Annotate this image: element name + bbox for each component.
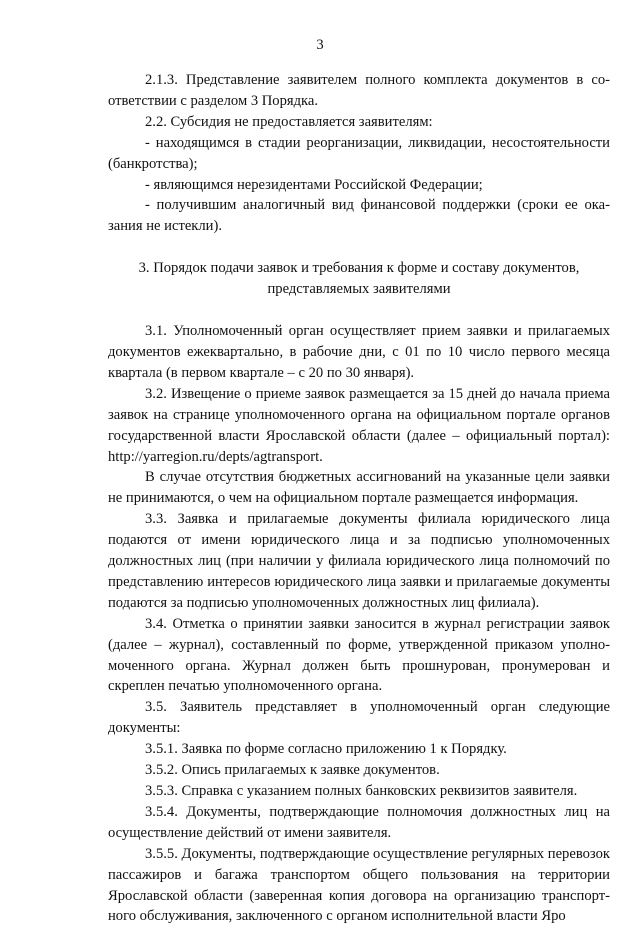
page-number: 3: [316, 37, 324, 53]
paragraph-3-5-4: 3.5.4. Документы, подтверждающие полномочия должностных лиц на осуществление действий от имени заявителя.: [108, 803, 610, 841]
document-body: [108, 70, 610, 927]
paragraph-3-5-1: 3.5.1. Заявка по форме согласно приложению 1 к Порядку.: [145, 741, 507, 758]
section-heading: [108, 258, 610, 300]
paragraph-3-5-2: 3.5.2. Опись прилагаемых к заявке документов.: [145, 762, 440, 779]
paragraph-3-1: 3.1. Уполномоченный орган осуществляет прием заявки и прилагаемых документов ежеквартально, в рабочие дни, с 01 по 10 число первого месяца квартала (в первом квартале – с 20 по 30 января).: [108, 323, 610, 381]
paragraph-3-5-3: 3.5.3. Справка с указанием полных банковских реквизитов заявителя.: [145, 783, 578, 799]
section-heading-line2: представляемых заявителями: [267, 281, 451, 298]
list-item-reorganization: - находящимся в стадии реорганизации, ликвидации, несостоятельности (банкротства);: [108, 134, 610, 172]
paragraph-3-5-5: 3.5.5. Документы, подтверждающие осуществление регулярных перевозок пассажиров и багажа транспортом общего пользования на территории Ярославской области (заверенная копия договора на организацию транспортного обслуживания, заключенного с органом исполнительной власти Яро: [108, 845, 610, 925]
paragraph-no-budget: В случае отсутствия бюджетных ассигнований на указанные цели заявки не принимаются, о чем на официальном портале размещается информация.: [108, 469, 610, 507]
paragraph-2-2: 2.2. Субсидия не предоставляется заявителям:: [145, 113, 433, 130]
paragraph-3-5: 3.5. Заявитель представляет в уполномоченный орган следующие документы:: [108, 699, 610, 737]
section-heading-line1: 3. Порядок подачи заявок и требования к форме и составу документов,: [138, 260, 580, 277]
paragraph-3-2: 3.2. Извещение о приеме заявок размещается за 15 дней до начала приема заявок на странице уполномоченного органа на официальном портале органов государственной власти Ярославской области (далее – официальный портал): http://yarregion.ru/depts/agtransport.: [108, 385, 610, 465]
paragraph-3-3: 3.3. Заявка и прилагаемые документы филиала юридического лица подаются от имени юридического лица и за подписью уполномоченных должностных лиц (при наличии у филиала юридического лица полномочий по представлению интересов юридического лица заявки и прилагаемые документы подаются за подписью уполномоченных должностных лиц филиала).: [108, 511, 610, 611]
list-item-nonresidents: - являющимся нерезидентами Российской Федерации;: [145, 176, 483, 193]
paragraph-3-4: 3.4. Отметка о принятии заявки заносится в журнал регистрации заявок (далее – журнал), составленный по форме, утвержденной приказом уполномоченного органа. Журнал должен быть прошнурован, пронумерован и скреплен печатью уполномоченного органа.: [108, 615, 610, 695]
paragraph-2-1-3: 2.1.3. Представление заявителем полного комплекта документов в соответствии с разделом 3 Порядка.: [108, 72, 610, 109]
list-item-similar-support: - получившим аналогичный вид финансовой поддержки (сроки ее оказания не истекли).: [108, 197, 610, 235]
